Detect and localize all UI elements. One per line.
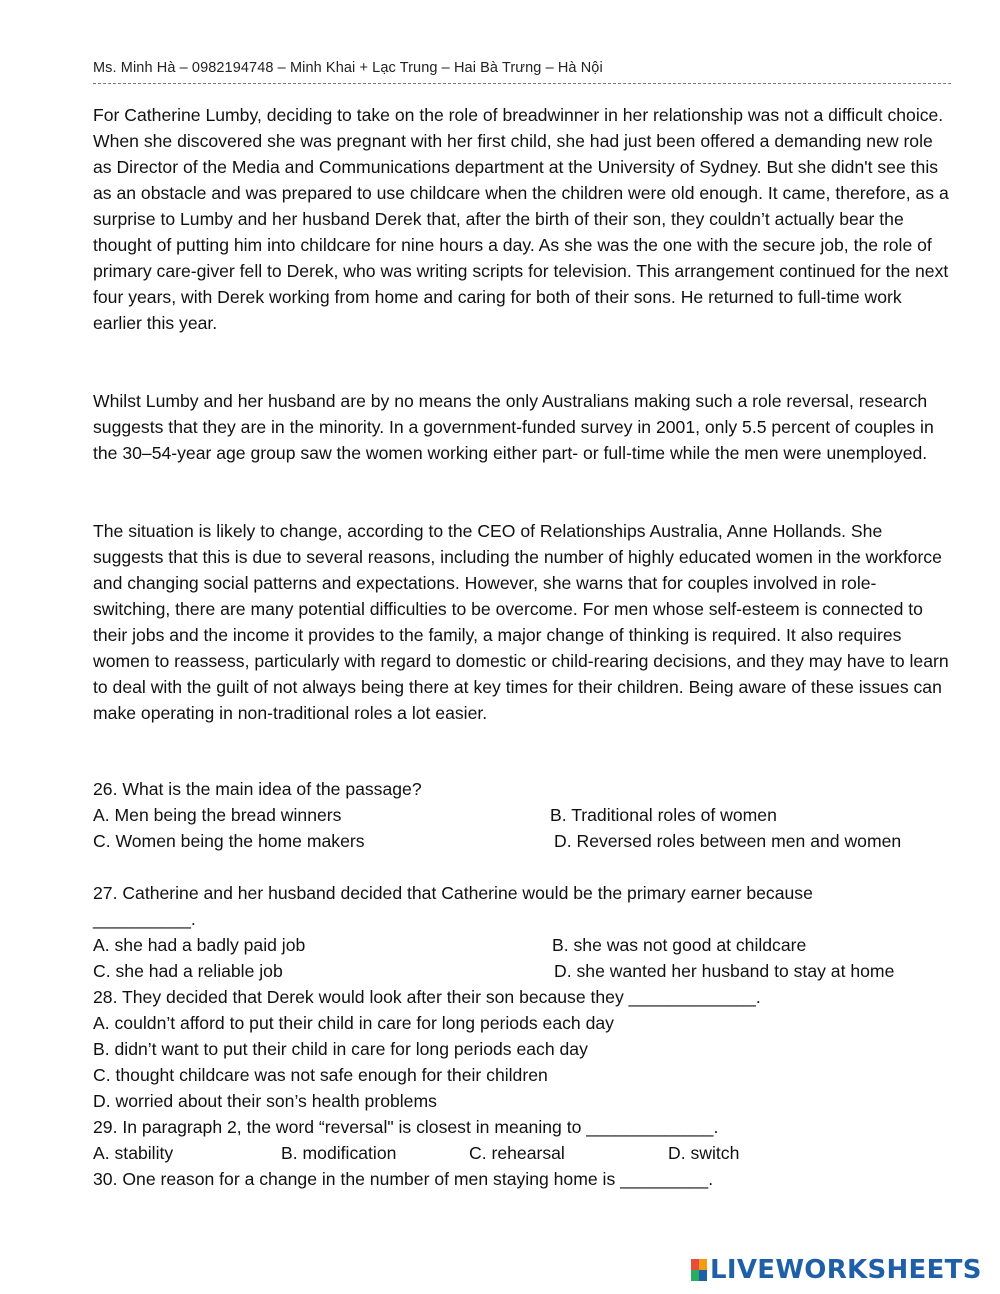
question-27-option-c[interactable]: C. she had a reliable job <box>93 961 283 981</box>
question-27-blank[interactable]: __________. <box>93 909 196 929</box>
question-26-option-b[interactable]: B. Traditional roles of women <box>550 805 777 825</box>
question-27-option-b[interactable]: B. she was not good at childcare <box>552 935 807 955</box>
question-30-stem: 30. One reason for a change in the number of men staying home is _________. <box>93 1169 714 1189</box>
question-28-option-a[interactable]: A. couldn’t afford to put their child in care for long periods each day <box>93 1013 614 1033</box>
passage-paragraph-2: Whilst Lumby and her husband are by no means the only Australians making such a role reversal, research suggests that they are in the minority. In a government-funded survey in 2001, only 5.5 percent of couples in the 30–54-year age group saw the women working either part- or full-time while the men were unemployed. <box>93 391 934 463</box>
liveworksheets-mark-icon <box>691 1259 707 1281</box>
question-29-option-a[interactable]: A. stability <box>93 1143 174 1163</box>
passage-paragraph-3: The situation is likely to change, according to the CEO of Relationships Australia, Anne Hollands. She suggests that this is due to several reasons, including the number of highly educated women in the workforce and changing social patterns and expectations. However, she warns that for couples involved in role-switching, there are many potential difficulties to be overcome. For men whose self-esteem is connected to their jobs and the income it provides to the family, a major change of thinking is required. It also requires women to reassess, particularly with regard to domestic or child-rearing decisions, and they may have to learn to deal with the guilt of not always being there at key times for their children. Being aware of these issues can make operating in non-traditional roles a lot easier. <box>93 521 949 723</box>
question-26-option-c[interactable]: C. Women being the home makers <box>93 831 365 851</box>
question-29-option-d[interactable]: D. switch <box>668 1143 740 1163</box>
question-27-option-d[interactable]: D. she wanted her husband to stay at home <box>554 961 895 981</box>
question-29-option-b[interactable]: B. modification <box>281 1143 397 1163</box>
header-divider <box>93 83 951 84</box>
question-28-option-c[interactable]: C. thought childcare was not safe enough for their children <box>93 1065 548 1085</box>
question-26-option-a[interactable]: A. Men being the bread winners <box>93 805 342 825</box>
question-29-stem: 29. In paragraph 2, the word “reversal" is closest in meaning to _____________. <box>93 1117 719 1137</box>
question-27-option-a[interactable]: A. she had a badly paid job <box>93 935 306 955</box>
header-contact: Ms. Minh Hà – 0982194748 – Minh Khai + Lạc Trung – Hai Bà Trưng – Hà Nội <box>93 60 603 76</box>
liveworksheets-logo <box>691 1255 982 1285</box>
question-28-option-b[interactable]: B. didn’t want to put their child in care for long periods each day <box>93 1039 588 1059</box>
question-26-option-d[interactable]: D. Reversed roles between men and women <box>554 831 902 851</box>
question-27-stem: 27. Catherine and her husband decided that Catherine would be the primary earner because <box>93 883 813 903</box>
question-28-option-d[interactable]: D. worried about their son’s health problems <box>93 1091 437 1111</box>
question-29-option-c[interactable]: C. rehearsal <box>469 1143 565 1163</box>
liveworksheets-logo-text: LIVEWORKSHEETS <box>710 1255 982 1285</box>
passage-paragraph-1: For Catherine Lumby, deciding to take on the role of breadwinner in her relationship was not a difficult choice. When she discovered she was pregnant with her first child, she had just been offered a demanding new role as Director of the Media and Communications department at the University of Sydney. But she didn't see this as an obstacle and was prepared to use childcare when the children were old enough. It came, therefore, as a surprise to Lumby and her husband Derek that, after the birth of their son, they couldn’t actually bear the thought of putting him into childcare for nine hours a day. As she was the one with the secure job, the role of primary care-giver fell to Derek, who was writing scripts for television. This arrangement continued for the next four years, with Derek working from home and caring for both of their sons. He returned to full-time work earlier this year. <box>93 105 949 333</box>
question-26-stem: 26. What is the main idea of the passage? <box>93 779 422 799</box>
question-28-stem: 28. They decided that Derek would look after their son because they _____________. <box>93 987 761 1007</box>
